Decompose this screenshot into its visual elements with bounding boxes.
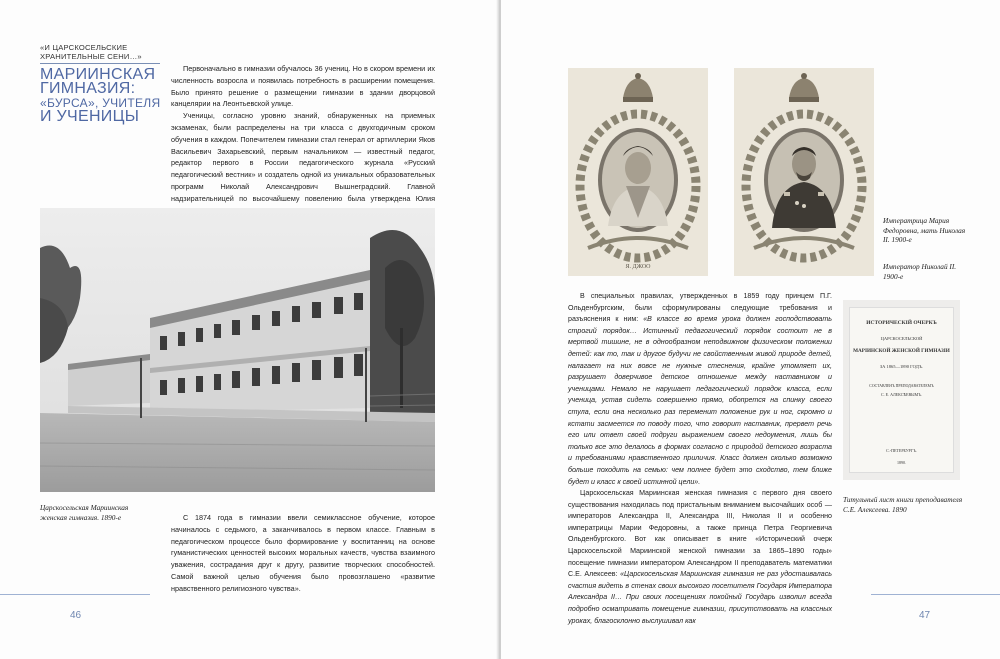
right-page	[501, 0, 1000, 659]
paragraph: Первоначально в гимназии обучалось 36 учениц. Но в скором времени их численность возросла и появилась потребность в расширении помещения. Было принято решение о размещении гимназии в здании дворцовой канцелярии на Леонтьевской улице.	[171, 64, 435, 109]
chapter-heading	[40, 68, 160, 124]
empress-caption: Императрица Мария Федоровна, мать Николая II. 1900-е	[883, 216, 966, 244]
building-photo	[40, 208, 435, 492]
section-label: «И ЦАРСКОСЕЛЬСКИЕ ХРАНИТЕЛЬНЫЕ СЕНИ…»	[40, 43, 142, 61]
rules-quote: «В классе во время урока должен господствовать строгий порядок… Истинный педагогический порядок состоит не в мертвой тишине, не в однообразном неподвижном физическом положении детей: как то, так и другое будучи не свойственным живой природе детей, налагает на них вовсе не нужные стеснения, крайне утомляет их, разрушает доверчивое детское отношение между наставником и ученицами. Немало не нарушает педагогический порядок класса, если ученица, устав сидеть совершенно прямо, обопрется на спинку своего стула, если она несколько раз переменит положение рук и ног, скромно и кстати засмеется по поводу того, что говорит наставник, прервет речь его или ответ своей подруги выражением своего недоумения, лишь бы только все это делалось в формах согласно с природой детского возраста и требованиями нравственного приличия. Класс должен сколько возможно больше походить на семью: чем полнее будет это сходство, тем ближе будет и класс к своей истинной цели».	[568, 315, 832, 486]
left-top-text	[171, 63, 435, 216]
heading-line: МАРИИНСКАЯ	[40, 66, 156, 83]
heading-line: И УЧЕНИЦЫ	[40, 108, 140, 125]
title-page-sheet	[849, 307, 954, 473]
folio-rule-left	[0, 594, 150, 595]
visit-quote: «Царскосельская Мариинская гимназия не раз удостаивалась счастия видеть в стенах своих высокого посетителя Государя Императора Александра II… При своих посещениях покойный Государь изволил всегда подробно осматривать помещение гимназии, присутствовать на классных уроках, благосклонно выслушивал как	[568, 570, 832, 625]
heading-line: «БУРСА», УЧИТЕЛЯ	[40, 96, 161, 110]
empress-portrait-image	[568, 68, 708, 276]
folio-rule-right	[871, 594, 1000, 595]
heading-line: ГИМНАЗИЯ:	[40, 80, 136, 97]
title-page-line: 1890.	[897, 460, 906, 465]
building-caption: Царскосельская Мариинская женская гимназия. 1890-е	[40, 503, 129, 522]
page-number-left: 46	[70, 610, 82, 621]
book-title-page	[843, 300, 960, 480]
emperor-portrait	[734, 68, 874, 276]
section-rule	[40, 63, 160, 64]
gymnasium-building-image	[40, 208, 435, 492]
title-page-line: ЗА 1865—1890 ГОДЪ.	[879, 364, 924, 369]
title-page-caption: Титульный лист книги преподавателя С.Е. Алексеева. 1890	[843, 495, 963, 514]
paragraph	[568, 488, 832, 627]
left-page	[0, 0, 499, 659]
portrait-photographer-label: Я. ДЖОО	[625, 264, 651, 270]
paragraph: Ученицы, согласно уровню знаний, обнаруженных на приемных экзаменах, были распределены на три класса с двухгодичным сроком обучения в каждом. Попечителем гимназии стал генерал от артиллерии Яков Васильевич Захарьевский, первым начальником — известный педагог, редактор первого в России педагогического журнала «Русский педагогический вестник» и создатель одной из уникальных образовательных программ Николай Александрович Вышнеградский. Главной надзирательницей по высочайшему повелению была утверждена Юлия	[171, 111, 435, 203]
title-page-line: ЦАРСКОСЕЛЬСКОЙ	[880, 336, 923, 341]
title-page-line: С. Е. АЛЕКСѢЕВЫМЪ.	[880, 392, 923, 397]
emperor-caption: Император Николай II. 1900-е	[883, 262, 957, 281]
visit-intro: Царскосельская Мариинская женская гимназия с первого дня своего существования находилась под пристальным вниманием высочайших особ — императоров Александра II, Александра III, Николая II и особенно императрицы Марии Федоровны, а также принца Петра Георгиевича Ольденбургского. Вот как описывает в книге «Исторический очерк Царскосельской Мариинской женской гимназии за 1865–1890 годы» посещение гимназии императором Александром II преподаватель математики С.Е. Алексеев:	[568, 489, 832, 579]
title-page-line: ИСТОРИЧЕСКІЙ ОЧЕРКЪ	[866, 320, 937, 326]
paragraph: С 1874 года в гимназии ввели семиклассное обучение, которое начиналось с седьмого, а заканчивалось в первом классе. Главным в педагогическом процессе было формирование у воспитанниц на основе гуманистических ценностей высоких моральных качеств, чувства взаимного уважения, сострадания друг к другу, развитие творческих способностей. Самой важной целью обучения было провозглашено «развитие нравственного религиозного чувства».	[171, 513, 435, 593]
rules-intro: В специальных правилах, утвержденных в 1859 году принцем П.Г. Ольденбургским, были сформулированы следующие требования и разъяснения к ним:	[568, 292, 832, 324]
emperor-portrait-image	[734, 68, 874, 276]
right-text	[568, 291, 832, 627]
empress-portrait	[568, 68, 708, 276]
title-page-line: С.-ПЕТЕРБУРГЪ.	[886, 448, 917, 453]
page-number-right: 47	[919, 610, 931, 621]
title-page-line: СОСТАВЛЕНЪ ПРЕПОДАВАТЕЛЕМЪ	[869, 384, 934, 388]
title-page-line: МАРІИНСКОЙ ЖЕНСКОЙ ГИМНАЗІИ	[853, 348, 950, 354]
left-bottom-text	[171, 512, 435, 595]
paragraph	[568, 291, 832, 488]
